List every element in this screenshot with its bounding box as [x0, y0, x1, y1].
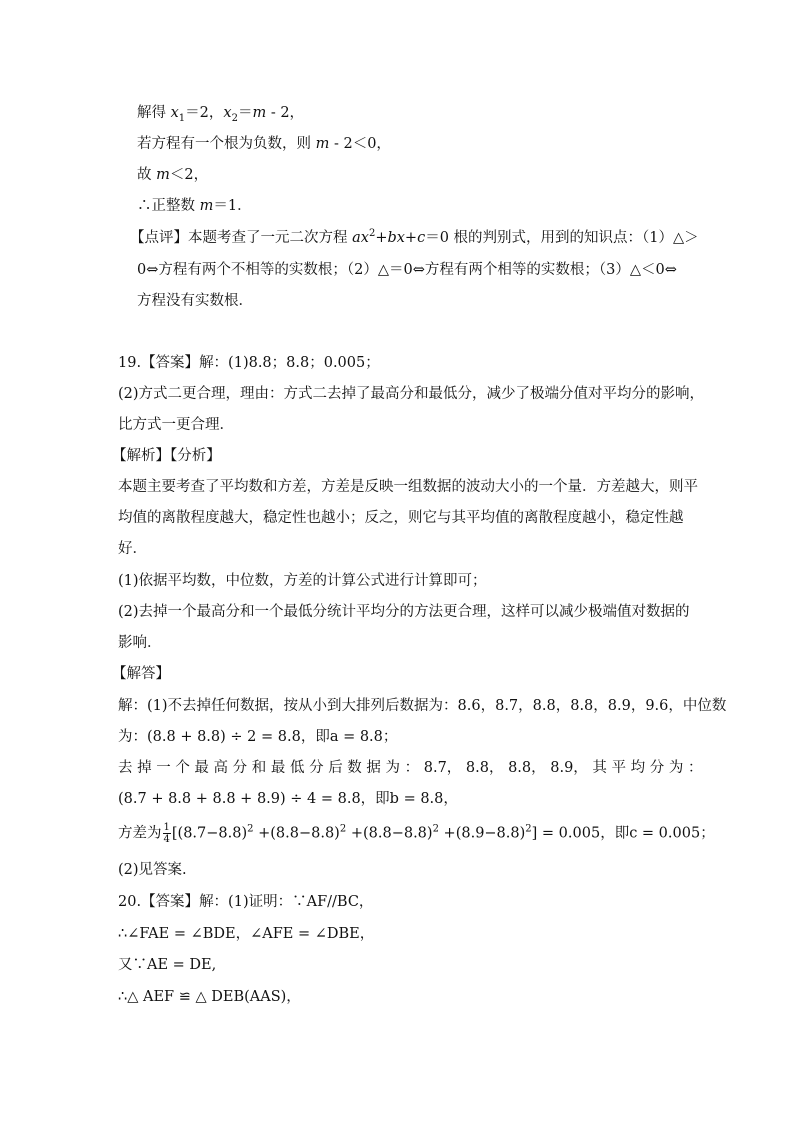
text: 故	[137, 167, 157, 183]
q19-answer-line-3: 比方式一更合理．	[118, 417, 234, 433]
q19-solution-tag	[112, 664, 170, 684]
text: ＝0 根的判别式，用到的知识点：（1）△＞	[425, 230, 699, 246]
q19-variance-line	[118, 822, 715, 845]
text: ＝	[237, 105, 253, 121]
integer-m-line	[137, 196, 252, 216]
q19-analysis-6: 影响．	[118, 635, 162, 651]
term: +(8.9−8.8)	[438, 825, 526, 842]
text: - 2，	[266, 105, 305, 121]
text: ∴正整数	[137, 198, 200, 214]
superscript: 2	[525, 823, 532, 835]
subscript: 1	[178, 112, 186, 124]
q19-analysis-3: 好．	[118, 541, 147, 557]
fraction-denominator: 4	[163, 834, 170, 845]
comment-tag: 【点评】	[130, 230, 188, 246]
var-x: x	[170, 105, 179, 121]
math: +bx+c	[375, 230, 426, 246]
q20-line-4: ∴△ AEF ≌ △ DEB(AAS)，	[118, 989, 301, 1005]
text: - 2＜0，	[329, 136, 391, 152]
comment-line-3: 方程没有实数根．	[137, 293, 253, 309]
var-m: m	[199, 198, 214, 214]
text: 若方程有一个根为负数，则	[137, 136, 316, 152]
question-number: 20.	[118, 894, 142, 910]
q19-analysis-4: (1)依据平均数，中位数，方差的计算公式进行计算即可；	[118, 573, 487, 589]
q19-answer-line	[118, 353, 380, 373]
text: ＝2，	[185, 105, 224, 121]
q19-analysis-tag	[112, 446, 221, 466]
text: ＝1．	[213, 198, 252, 214]
fraction-one-quarter	[163, 822, 171, 845]
fraction-numerator: 1	[163, 822, 170, 833]
solve-roots-line	[137, 103, 304, 123]
superscript: 2	[368, 228, 376, 240]
q20-line-2: ∴∠FAE = ∠BDE，∠AFE = ∠DBE，	[118, 926, 375, 942]
superscript: 2	[432, 823, 439, 835]
analysis-tag: 【解析】【分析】	[112, 448, 221, 464]
q19-analysis-5: (2)去掉一个最高分和一个最低分统计平均分的方法更合理，这样可以减少极端值对数据的	[118, 604, 690, 620]
q19-solution-1: 解：(1)不去掉任何数据，按从小到大排列后数据为：8.6，8.7，8.8，8.8，8.9，9.6，中位数	[118, 698, 727, 714]
var-m: m	[252, 105, 267, 121]
q19-answer-line-2: (2)方式二更合理，理由：方式二去掉了最高分和最低分，减少了极端分值对平均分的影响，	[118, 386, 705, 402]
hence-line	[137, 165, 208, 185]
text: 方差为	[118, 825, 162, 842]
text: ＜2，	[169, 167, 209, 183]
text: 解：(1)证明：∵AF//BC，	[199, 894, 374, 910]
question-number: 19.	[118, 355, 142, 371]
text: 解：(1)8.8；8.8；0.005；	[199, 355, 380, 371]
term: +(8.8−8.8)	[346, 825, 433, 842]
negative-root-line	[137, 134, 391, 154]
var-x: x	[223, 105, 232, 121]
term: [(8.7−8.8)	[171, 825, 248, 842]
text: ] = 0.005，即c = 0.005；	[531, 825, 715, 842]
comment-line-2: 0⇔方程有两个不相等的实数根；（2）△＝0⇔方程有两个相等的实数根；（3）△＜0⇔	[137, 262, 677, 278]
comment-line-1	[130, 228, 699, 248]
text: 本题考查了一元二次方程	[188, 230, 353, 246]
superscript: 2	[247, 823, 254, 835]
superscript: 2	[339, 823, 347, 835]
q19-solution-6: (2)见答案.	[118, 862, 187, 878]
math: ax	[352, 230, 369, 246]
q19-solution-3: 去 掉 一 个 最 高 分 和 最 低 分 后 数 据 为 ： 8.7， 8.8， 8.8， 8.9， 其 平 均 分 为 ：	[118, 760, 703, 776]
subscript: 2	[231, 112, 238, 124]
answer-tag: 【答案】	[141, 355, 200, 371]
answer-tag: 【答案】	[141, 894, 200, 910]
q19-solution-4: (8.7 + 8.8 + 8.8 + 8.9) ÷ 4 = 8.8，即b = 8.8，	[118, 791, 458, 807]
q19-solution-2: 为：(8.8 + 8.8) ÷ 2 = 8.8，即a = 8.8；	[118, 729, 398, 745]
term: +(8.8−8.8)	[253, 825, 340, 842]
q20-line-3: 又∵AE = DE,	[118, 957, 217, 973]
q20-answer-line	[118, 892, 373, 912]
var-m: m	[315, 136, 330, 152]
q19-analysis-1: 本题主要考查了平均数和方差，方差是反映一组数据的波动大小的一个量．方差越大，则平	[118, 479, 698, 495]
solution-tag: 【解答】	[112, 666, 170, 682]
text: 解得	[137, 105, 171, 121]
q19-analysis-2: 均值的离散程度越大，稳定性也越小；反之，则它与其平均值的离散程度越小，稳定性越	[118, 510, 684, 526]
var-m: m	[156, 167, 170, 183]
